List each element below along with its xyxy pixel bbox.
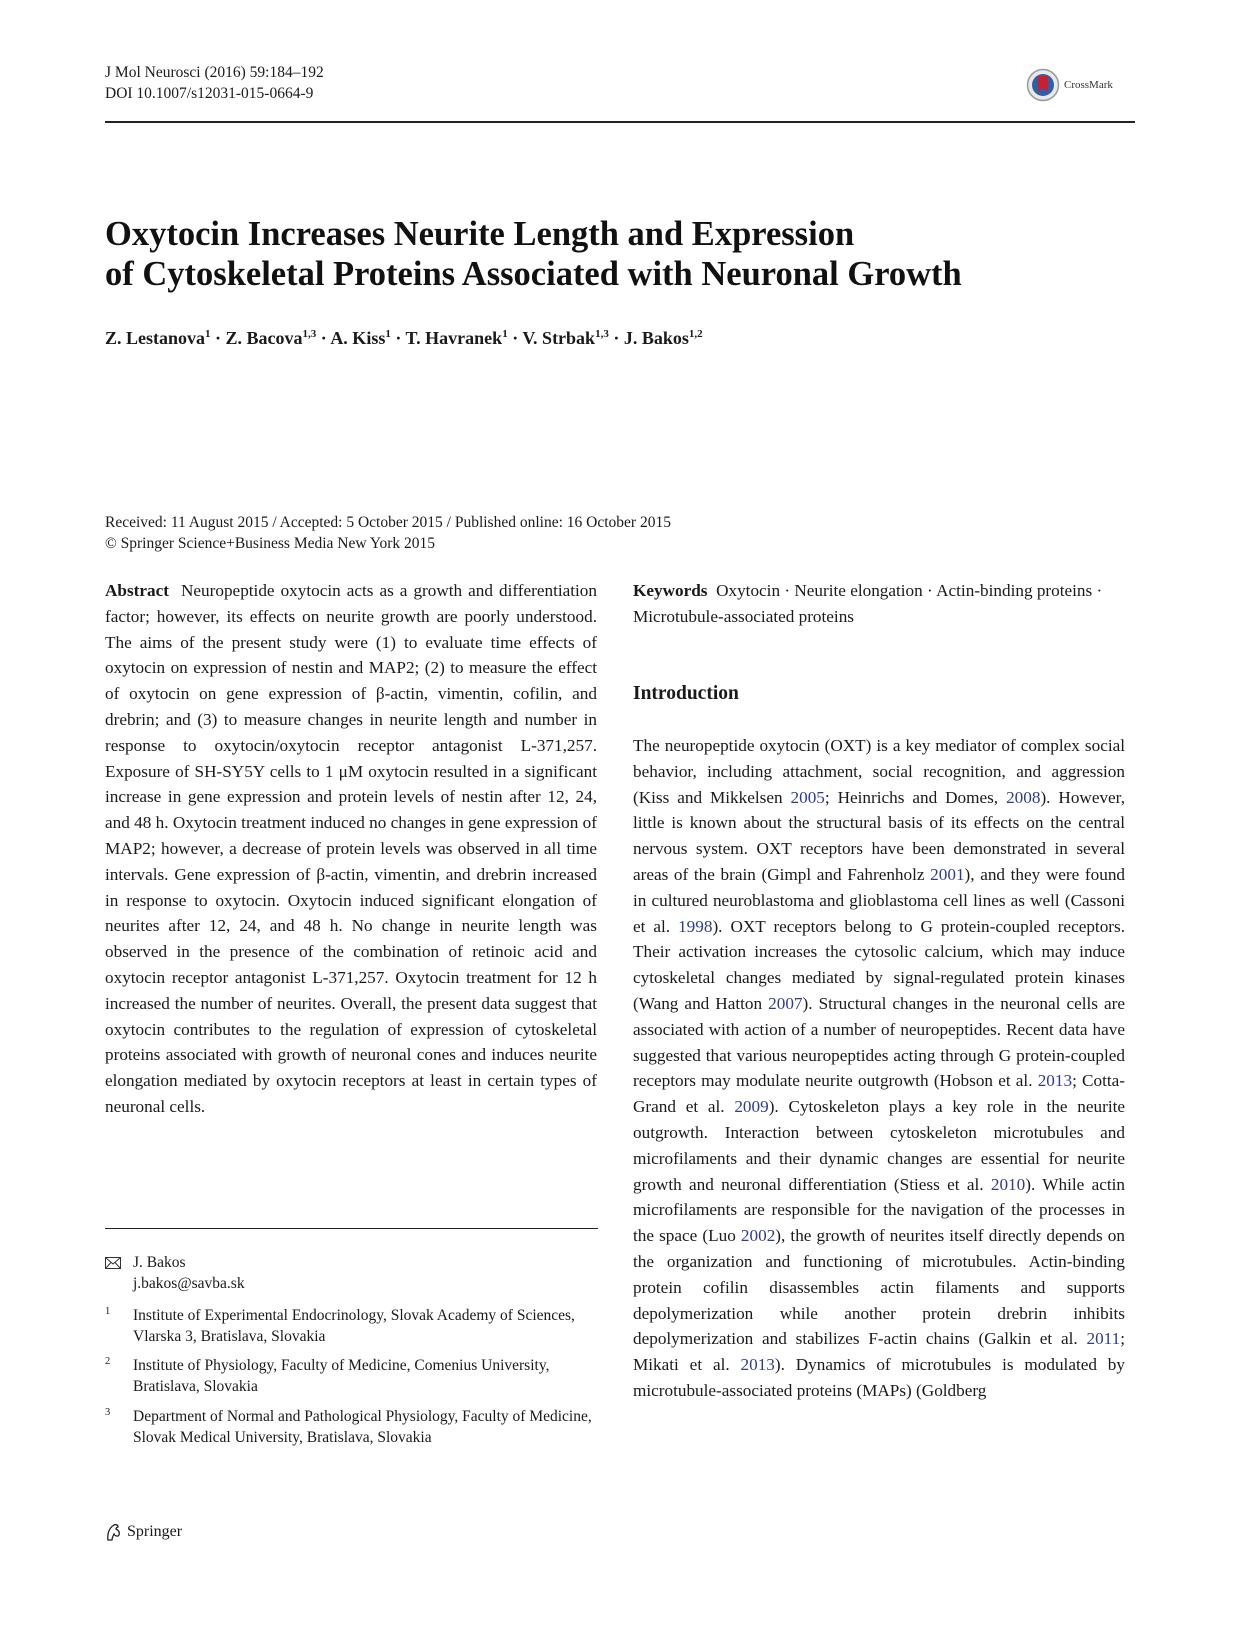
journal-header (105, 62, 324, 104)
citation-link[interactable]: 2011 (1086, 1329, 1121, 1349)
affiliation-text: Institute of Physiology, Faculty of Medicine, Comenius University, Bratislava, Slovakia (133, 1357, 550, 1395)
keywords-text: Oxytocin · Neurite elongation · Actin-binding proteins · Microtubule-associated proteins (633, 581, 1103, 626)
envelope-icon (105, 1257, 121, 1269)
citation-link[interactable]: 1998 (678, 916, 713, 936)
citation-link[interactable]: 2009 (734, 1097, 769, 1117)
citation-link[interactable]: 2013 (1037, 1071, 1073, 1091)
introduction-text: ; Cotta-Grand et al. (633, 1071, 1125, 1117)
correspondence-email[interactable]: j.bakos@savba.sk (133, 1275, 245, 1292)
citation-link[interactable]: 2001 (930, 864, 965, 884)
author-affiliation-mark: 1,2 (688, 328, 703, 340)
introduction-text: ; Mikati et al. (633, 1329, 1125, 1375)
publication-dates (105, 512, 671, 554)
author-name: J. Bakos (623, 328, 689, 348)
affiliation-number: 3 (105, 1407, 111, 1418)
author-separator: · (210, 328, 226, 348)
correspondence-name: J. Bakos (133, 1254, 186, 1271)
header-divider (105, 121, 1135, 123)
introduction-text: ), and they were found in cultured neuroblastoma and glioblastoma cell lines as well (Cassoni et al. (633, 864, 1126, 936)
author-separator: · (507, 328, 523, 348)
introduction-text: The neuropeptide oxytocin (OXT) is a key mediator of complex social behavior, including attachment, social recognition, and aggression (Kiss and Mikkelsen (633, 736, 1125, 807)
introduction-text: ). However, little is known about the structural basis of its effects on the central nervous system. OXT receptors have been demonstrated in several areas of the brain (Gimpl and Fahrenholz (633, 787, 1126, 884)
citation-link[interactable]: 2013 (740, 1355, 775, 1375)
author-name: A. Kiss (330, 328, 386, 348)
copyright-line: © Springer Science+Business Media New York 2015 (105, 535, 436, 552)
introduction-text: ). Structural changes in the neuronal cells are associated with action of a number of neuropeptides. Recent data have suggested that various neuropeptides acting through G protein-coupled receptors may modulate neurite outgrowth (Hobson et al. (633, 993, 1125, 1091)
keywords (633, 578, 1125, 630)
author-name: T. Havranek (405, 328, 503, 348)
springer-wordmark: Springer (127, 1523, 183, 1540)
citation-link[interactable]: 2002 (740, 1226, 776, 1246)
introduction-text: ; Heinrichs and Domes, (824, 787, 1007, 807)
author-name: Z. Lestanova (105, 328, 206, 348)
affiliation-1 (105, 1305, 598, 1347)
author-affiliation-mark: 1 (205, 328, 211, 340)
author-list (105, 328, 703, 349)
springer-horse-icon (105, 1522, 123, 1542)
author-affiliation-mark: 1,3 (595, 328, 609, 340)
affiliation-3 (105, 1406, 598, 1448)
introduction-text: ), the growth of neurites itself directly depends on the organization and functioning of microtubules. Actin-binding protein cofilin disassembles actin filaments and supports depolymerization while another protein drebrin inhibits depolymerization and stabilizes F-actin chains (Galkin et al. (633, 1226, 1125, 1349)
citation-link[interactable]: 2005 (790, 787, 825, 807)
citation-link[interactable]: 2010 (990, 1174, 1026, 1194)
citation-link[interactable]: 2007 (768, 993, 803, 1013)
article-title (105, 214, 1135, 294)
springer-logo (105, 1522, 182, 1542)
footnote-divider (105, 1228, 598, 1229)
affiliation-text: Department of Normal and Pathological Physiology, Faculty of Medicine, Slovak Medical University, Bratislava, Slovakia (133, 1408, 592, 1446)
introduction-text: ). OXT receptors belong to G protein-coupled receptors. Their activation increases the cytosolic calcium, which may induce cytoskeletal changes mediated by signal-regulated protein kinases (Wang and Hatton (633, 916, 1125, 1013)
author-separator: · (390, 328, 406, 348)
journal-doi: DOI 10.1007/s12031-015-0664-9 (105, 85, 314, 102)
date-history: Received: 11 August 2015 / Accepted: 5 October 2015 / Published online: 16 October 2015 (105, 514, 671, 531)
author-affiliation-mark: 1 (385, 328, 391, 340)
introduction-heading: Introduction (633, 683, 739, 704)
journal-citation: J Mol Neurosci (2016) 59:184–192 (105, 64, 324, 81)
affiliation-2 (105, 1355, 598, 1397)
crossmark-icon (1026, 68, 1060, 102)
author-separator: · (316, 328, 331, 348)
author-separator: · (608, 328, 624, 348)
citation-link[interactable]: 2008 (1006, 787, 1041, 807)
title-line-2: of Cytoskeletal Proteins Associated with Neuronal Growth (105, 255, 962, 293)
introduction-body (633, 733, 1125, 1404)
author-name: V. Strbak (522, 328, 596, 348)
abstract-text: Neuropeptide oxytocin acts as a growth and differentiation factor; however, its effects on neurite growth are poorly understood. The aims of the present study were (1) to evaluate time effects of oxytocin on expression of nestin and MAP2; (2) to measure the effect of oxytocin on gene expression of β-actin, vimentin, cofilin, and drebrin; and (3) to measure changes in neurite length and number in response to oxytocin/oxytocin receptor antagonist L-371,257. Exposure of SH-SY5Y cells to 1 μM oxytocin resulted in a significant increase in gene expression and protein levels of nestin after 12, 24, and 48 h. Oxytocin treatment induced no changes in gene expression of MAP2; however, a decrease of protein levels was observed in all time intervals. Gene expression of β-actin, vimentin, and drebrin increased in response to oxytocin. Oxytocin induced significant elongation of neurites after 12, 24, and 48 h. No change in neurite length was observed in the presence of the combination of retinoic acid and oxytocin receptor antagonist L-371,257. Oxytocin treatment for 12 h increased the number of neurites. Overall, the present data suggest that oxytocin contributes to the regulation of expression of cytoskeletal proteins associated with growth of neuronal cones and induces neurite elongation mediated by oxytocin receptors at least in certain types of neuronal cells. (105, 581, 597, 1116)
affiliation-number: 2 (105, 1356, 111, 1367)
title-line-1: Oxytocin Increases Neurite Length and Expression (105, 215, 855, 253)
abstract (105, 578, 597, 1120)
introduction-text: ). Cytoskeleton plays a key role in the neurite outgrowth. Interaction between cytoskeleton microtubules and microfilaments and their dynamic changes are essential for neurite growth and neuronal differentiation (Stiess et al. (633, 1097, 1125, 1194)
introduction-text: ). While actin microfilaments are responsible for the navigation of the processes in the space (Luo (633, 1174, 1125, 1246)
author-affiliation-mark: 1 (502, 328, 508, 340)
affiliation-text: Institute of Experimental Endocrinology, Slovak Academy of Sciences, Vlarska 3, Bratislava, Slovakia (133, 1307, 575, 1345)
author-affiliation-mark: 1,3 (302, 328, 317, 340)
affiliation-number: 1 (105, 1306, 111, 1317)
correspondence (105, 1252, 245, 1294)
abstract-label: Abstract (105, 581, 169, 600)
introduction-text: ). Dynamics of microtubules is modulated by microtubule-associated proteins (MAPs) (Goldberg (633, 1355, 1125, 1400)
crossmark-badge[interactable] (1026, 68, 1113, 102)
crossmark-label: CrossMark (1064, 79, 1113, 91)
keywords-label: Keywords (633, 581, 708, 600)
author-name: Z. Bacova (225, 328, 303, 348)
